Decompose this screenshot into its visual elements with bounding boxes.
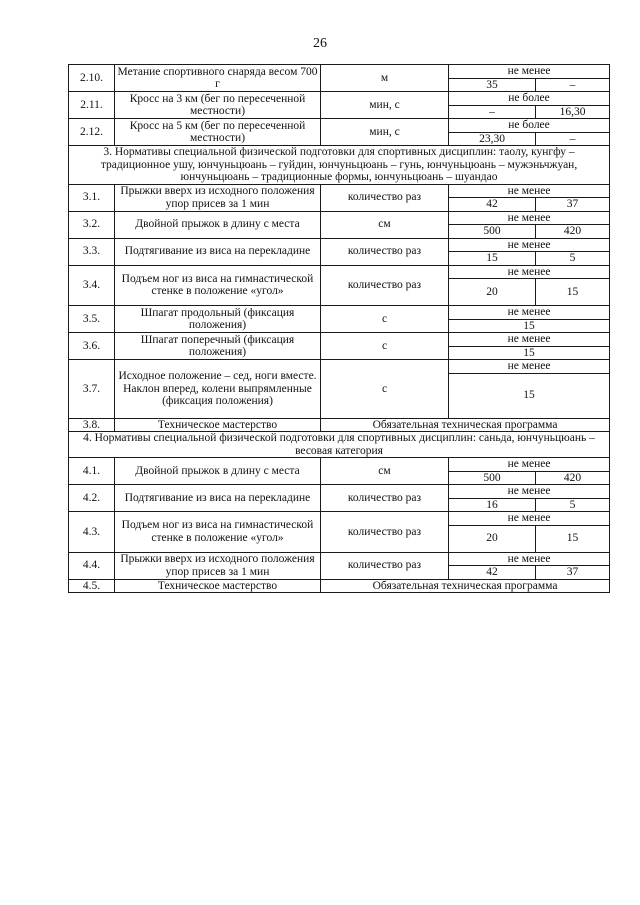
norm-name: Метание спортивного снаряда весом 700 г (115, 65, 321, 92)
table-row (69, 418, 610, 432)
condition-cell: не менее (449, 211, 610, 225)
condition-cell: не менее (449, 184, 610, 198)
unit-cell: количество раз (321, 265, 449, 306)
table-row (69, 306, 610, 320)
table-row (69, 238, 610, 252)
condition-cell: не менее (449, 306, 610, 320)
table-row (69, 184, 610, 198)
row-number: 4.5. (69, 579, 115, 593)
value-cell: 15 (449, 252, 536, 266)
value-cell: 20 (449, 525, 536, 552)
tech-program-cell: Обязательная техническая программа (321, 418, 610, 432)
condition-cell: не менее (449, 333, 610, 347)
row-number: 2.10. (69, 65, 115, 92)
norm-name: Шпагат продольный (фиксация положения) (115, 306, 321, 333)
row-number: 3.3. (69, 238, 115, 265)
norms-table (68, 64, 610, 593)
value-cell: 23,30 (449, 132, 536, 146)
section-heading-row (69, 432, 610, 458)
condition-cell: не менее (449, 238, 610, 252)
table-row (69, 485, 610, 499)
unit-cell: мин, с (321, 92, 449, 119)
unit-cell: количество раз (321, 512, 449, 553)
row-number: 2.12. (69, 119, 115, 146)
norm-name: Исходное положение – сед, ноги вместе. Наклон вперед, колени выпрямленные (фиксация положения) (115, 360, 321, 419)
condition-cell: не менее (449, 458, 610, 472)
value-cell: 42 (449, 566, 536, 580)
unit-cell: количество раз (321, 485, 449, 512)
norm-name: Подъем ног из виса на гимнастической стенке в положение «угол» (115, 265, 321, 306)
unit-cell: мин, с (321, 119, 449, 146)
value-cell: 5 (536, 252, 610, 266)
norm-name: Шпагат поперечный (фиксация положения) (115, 333, 321, 360)
row-number: 3.1. (69, 184, 115, 211)
table-row (69, 333, 610, 347)
unit-cell: количество раз (321, 184, 449, 211)
row-number: 3.8. (69, 418, 115, 432)
norm-name: Подтягивание из виса на перекладине (115, 238, 321, 265)
value-cell: 15 (536, 525, 610, 552)
condition-cell: не менее (449, 552, 610, 566)
row-number: 2.11. (69, 92, 115, 119)
value-cell: 15 (536, 279, 610, 306)
norm-name: Кросс на 3 км (бег по пересеченной местности) (115, 92, 321, 119)
value-cell: – (536, 132, 610, 146)
unit-cell: количество раз (321, 552, 449, 579)
row-number: 3.7. (69, 360, 115, 419)
table-row (69, 512, 610, 526)
value-cell: 15 (449, 346, 610, 360)
norm-name: Двойной прыжок в длину с места (115, 211, 321, 238)
value-cell: 37 (536, 198, 610, 212)
table-row (69, 265, 610, 279)
unit-cell: м (321, 65, 449, 92)
table-row (69, 65, 610, 79)
condition-cell: не более (449, 119, 610, 133)
row-number: 4.3. (69, 512, 115, 553)
norm-name: Кросс на 5 км (бег по пересеченной местности) (115, 119, 321, 146)
row-number: 3.6. (69, 333, 115, 360)
table-row (69, 211, 610, 225)
unit-cell: с (321, 306, 449, 333)
norm-name: Техническое мастерство (115, 579, 321, 593)
value-cell: 5 (536, 498, 610, 512)
value-cell: 16,30 (536, 105, 610, 119)
condition-cell: не менее (449, 360, 610, 374)
section-heading-row (69, 146, 610, 185)
table-row (69, 119, 610, 133)
value-cell: 15 (449, 373, 610, 418)
value-cell: 500 (449, 471, 536, 485)
value-cell: – (536, 78, 610, 92)
row-number: 4.1. (69, 458, 115, 485)
norm-name: Подтягивание из виса на перекладине (115, 485, 321, 512)
norm-name: Подъем ног из виса на гимнастической стенке в положение «угол» (115, 512, 321, 553)
condition-cell: не менее (449, 65, 610, 79)
value-cell: 37 (536, 566, 610, 580)
condition-cell: не более (449, 92, 610, 106)
table-row (69, 92, 610, 106)
norm-name: Прыжки вверх из исходного положения упор присев за 1 мин (115, 552, 321, 579)
table-row (69, 360, 610, 374)
condition-cell: не менее (449, 485, 610, 499)
condition-cell: не менее (449, 512, 610, 526)
value-cell: 420 (536, 225, 610, 239)
value-cell: 35 (449, 78, 536, 92)
value-cell: 16 (449, 498, 536, 512)
condition-cell: не менее (449, 265, 610, 279)
tech-program-cell: Обязательная техническая программа (321, 579, 610, 593)
unit-cell: количество раз (321, 238, 449, 265)
value-cell: 420 (536, 471, 610, 485)
section-4-title: 4. Нормативы специальной физической подготовки для спортивных дисциплин: саньда, юнчуньцюань – весовая категория (69, 432, 610, 458)
norm-name: Прыжки вверх из исходного положения упор присев за 1 мин (115, 184, 321, 211)
value-cell: 20 (449, 279, 536, 306)
table-row (69, 552, 610, 566)
row-number: 3.5. (69, 306, 115, 333)
unit-cell: с (321, 333, 449, 360)
value-cell: 15 (449, 319, 610, 333)
value-cell: 500 (449, 225, 536, 239)
row-number: 3.2. (69, 211, 115, 238)
unit-cell: см (321, 211, 449, 238)
table-row (69, 458, 610, 472)
row-number: 4.2. (69, 485, 115, 512)
table-row (69, 579, 610, 593)
row-number: 3.4. (69, 265, 115, 306)
page-number: 26 (313, 36, 327, 51)
norm-name: Техническое мастерство (115, 418, 321, 432)
value-cell: – (449, 105, 536, 119)
unit-cell: с (321, 360, 449, 419)
row-number: 4.4. (69, 552, 115, 579)
norm-name: Двойной прыжок в длину с места (115, 458, 321, 485)
unit-cell: см (321, 458, 449, 485)
section-3-title: 3. Нормативы специальной физической подготовки для спортивных дисциплин: таолу, кунгфу – традиционное ушу, юнчуньцюань – гуйдин, юнчуньцюань – гунь, юнчуньцюань – мужэньчжуан, юнчуньцюань – традиционные формы, юнчуньцюань – шуандао (69, 146, 610, 185)
value-cell: 42 (449, 198, 536, 212)
